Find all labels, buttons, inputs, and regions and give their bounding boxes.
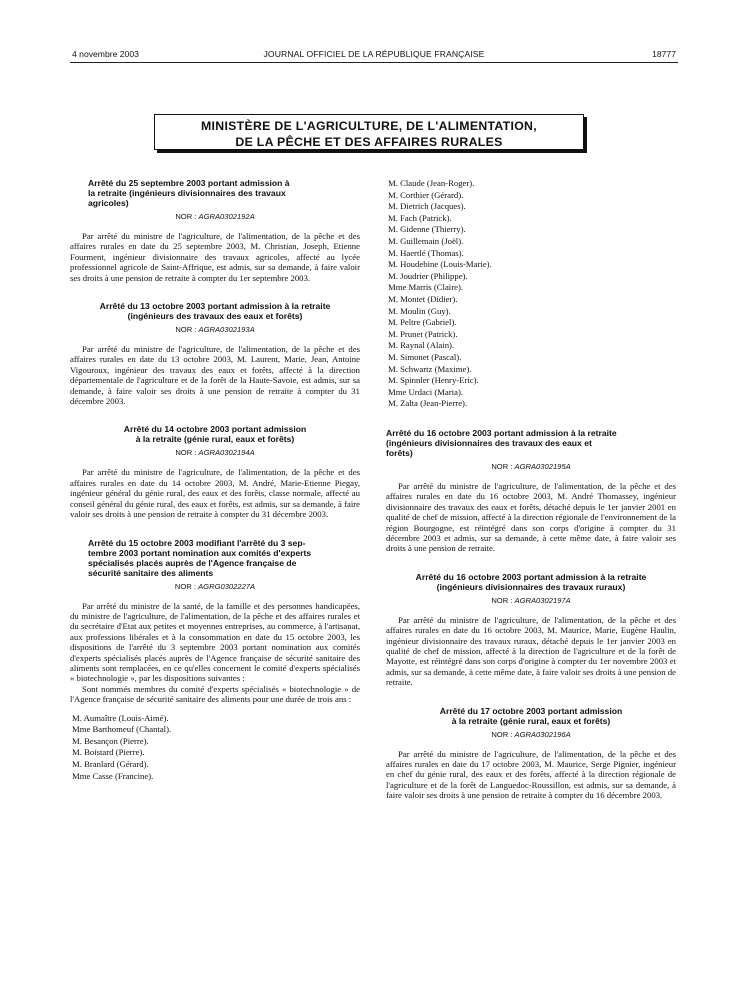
nor-reference	[70, 212, 360, 222]
arrete-17-octobre	[386, 706, 676, 801]
list-item: M. Joudrier (Philippe).	[388, 270, 468, 281]
right-column	[386, 178, 676, 801]
nor-code: AGRA0302197A	[514, 595, 571, 605]
left-column	[70, 178, 360, 782]
nor-code: AGRA0302192A	[198, 212, 255, 221]
nor-reference	[70, 325, 360, 335]
list-item: Mme Barthomeuf (Chantal).	[72, 724, 172, 735]
arrete-body: Par arrêté du ministre de l'agriculture, de l'alimentation, de la pêche et des affaires rurales en date du 16 octobre 2003, M. André Thomassey, ingénieur divisionnaire des travaux des eaux et forêts, détaché depuis le 1er janvier 2001 en qualité de chef de mission, affecté à la direction régionale de l'environnement de la région Bourgogne, est réintégré dans son corps d'origine à compter du 31 décembre 2003 et admis, sur sa demande, à cette même date, à faire valoir ses droits à une pension de retraite.	[386, 480, 676, 554]
nor-code: AGRA0302196A	[514, 729, 571, 739]
arrete-13-octobre	[70, 301, 360, 406]
list-item: M. Gidenne (Thierry).	[388, 224, 466, 235]
list-item: M. Montet (Didier).	[388, 293, 458, 304]
nor-reference	[386, 596, 676, 606]
list-item: Mme Marris (Claire).	[388, 282, 464, 293]
nor-label: NOR :	[491, 461, 515, 471]
arrete-title: Arrêté du 13 octobre 2003 portant admission à la retraite (ingénieurs des travaux des eaux et forêts)	[99, 301, 331, 322]
page-number: 18777	[652, 49, 676, 59]
arrete-25-septembre	[70, 178, 360, 283]
list-item: M. Raynal (Alain).	[388, 340, 455, 351]
list-item: M. Simonet (Pascal).	[388, 351, 462, 362]
journal-title: JOURNAL OFFICIEL DE LA RÉPUBLIQUE FRANÇAISE	[263, 49, 485, 59]
list-item: M. Aumaître (Louis-Aimé).	[72, 712, 169, 723]
arrete-16-octobre-eaux-forets	[386, 428, 676, 554]
arrete-body-continued: Sont nommés membres du comité d'experts spécialisés « biotechnologie » de l'Agence française de sécurité sanitaire des aliments pour une durée de trois ans :	[70, 683, 360, 705]
page-header	[70, 48, 678, 63]
list-item: M. Claude (Jean-Roger).	[388, 178, 475, 188]
list-item: Mme Casse (Francine).	[72, 770, 154, 781]
arrete-16-octobre-travaux-ruraux	[386, 572, 676, 688]
arrete-title: Arrêté du 17 octobre 2003 portant admission à la retraite (génie rural, eaux et forêts)	[439, 705, 623, 726]
list-item: M. Peltre (Gabriel).	[388, 317, 457, 328]
list-item: M. Zalta (Jean-Pierre).	[388, 398, 468, 409]
nor-label: NOR :	[175, 212, 199, 221]
arrete-body: Par arrêté du ministre de l'agriculture, de l'alimentation, de la pêche et des affaires rurales en date du 16 octobre 2003, M. Maurice, Marie, Eugène Haulin, ingénieur divisionnaire des travaux ruraux, détaché depuis le 1er janvier 2003 en qualité de chef de mission, affecté à la direction de l'agriculture et de la forêt de Mayotte, est réintégré dans son corps d'origine à compter du 1er novembre 2003 et admis, sur sa demande, à cette même date, à faire valoir ses droits à une pension de retraite.	[386, 614, 676, 688]
arrete-15-octobre	[70, 538, 360, 783]
nor-label: NOR :	[174, 581, 199, 591]
arrete-body: Par arrêté du ministre de l'agriculture, de l'alimentation, de la pêche et des affaires rurales en date du 17 octobre 2003, M. Maurice, Serge Pignier, ingénieur en chef du génie rural, des eaux et des forêts, affecté à la direction régionale de l'agriculture et de la forêt de Languedoc-Roussillon, est admis, sur sa demande, à faire valoir ses droits à une pension de retraite à compter du 16 décembre 2003.	[386, 748, 676, 801]
list-item: M. Corthier (Gérard).	[388, 189, 464, 200]
arrete-title: Arrêté du 25 septembre 2003 portant admission à la retraite (ingénieurs divisionnaires des travaux agricoles)	[88, 178, 290, 208]
nor-label: NOR :	[491, 729, 515, 739]
nor-reference	[70, 448, 360, 458]
list-item: M. Guillemain (Joël).	[388, 235, 464, 246]
arrete-title: Arrêté du 14 octobre 2003 portant admission à la retraite (génie rural, eaux et forêts)	[123, 424, 307, 445]
nor-reference	[386, 462, 676, 472]
nor-label: NOR :	[175, 325, 199, 335]
list-item: M. Houdebine (Louis-Marie).	[388, 259, 492, 270]
list-item: M. Prunet (Patrick).	[388, 328, 458, 339]
arrete-title: Arrêté du 15 octobre 2003 modifiant l'arrêté du 3 sep- tembre 2003 portant nomination aux comités d'experts spécialisés placés auprès de l'Agence française de sécurité sanitaire des aliments	[88, 537, 312, 578]
ministry-heading	[154, 114, 584, 150]
nor-reference	[386, 730, 676, 740]
list-item: Mme Urdaci (Maria).	[388, 386, 464, 397]
arrete-body: Par arrêté du ministre de l'agriculture, de l'alimentation, de la pêche et des affaires rurales en date du 25 septembre 2003, M. Christian, Joseph, Etienne Fourment, ingénieur divisionnaire des travaux agricoles, affecté au lycée professionnel agricole de Saint-Affrique, est admis, sur sa demande, à faire valoir ses droits à une pension de retraite à compter du 1er septembre 2003.	[70, 231, 360, 283]
nor-code: AGRA0302193A	[198, 325, 255, 335]
list-item: M. Branlard (Gérard).	[72, 758, 149, 769]
nor-code: AGRA0302195A	[514, 461, 571, 471]
list-item: M. Spinnler (Henry-Eric).	[388, 375, 479, 386]
arrete-title: Arrêté du 16 octobre 2003 portant admission à la retraite (ingénieurs divisionnaires des travaux des eaux et forêts)	[386, 427, 617, 458]
list-item: M. Haertlé (Thomas).	[388, 247, 464, 258]
list-item: M. Boistard (Pierre).	[72, 747, 145, 758]
committee-members-list	[70, 713, 360, 783]
nor-label: NOR :	[491, 595, 515, 605]
arrete-body: Par arrêté du ministre de la santé, de la famille et des personnes handicapées, du ministre de l'agriculture, de l'alimentation, de la pêche et des affaires rurales et du secrétaire d'Etat aux petites et moyennes entreprises, au commerce, à l'artisanat, aux professions libérales et à la consommation en date du 15 octobre 2003, les dispositions de l'arrêté du 3 septembre 2003 portant nomination aux comités d'experts spécialisés placés auprès de l'Agence française de sécurité sanitaire des aliments sont remplacées, en ce qu'elles concernent le comité d'experts spécialisés « biotechnologie », par les dispositions suivantes :	[70, 600, 360, 684]
arrete-body: Par arrêté du ministre de l'agriculture, de l'alimentation, de la pêche et des affaires rurales en date du 14 octobre 2003, M. André, Marie-Etienne Piegay, ingénieur général du génie rural, des eaux et des forêts, classe normale, affecté au conseil général du génie rural, des eaux et forêts, est admis, sur sa demande, à faire valoir ses droits à une pension de retraite à compter du 31 décembre 2003.	[70, 467, 360, 520]
list-item: M. Moulin (Guy).	[388, 305, 451, 316]
list-item: M. Fach (Patrick).	[388, 212, 452, 223]
header-date: 4 novembre 2003	[72, 49, 139, 59]
arrete-body: Par arrêté du ministre de l'agriculture, de l'alimentation, de la pêche et des affaires rurales en date du 13 octobre 2003, M. Laurent, Marie, Jean, Antoine Vigouroux, ingénieur des travaux des eaux et forêts, affecté à la direction départementale de l'agriculture et de la forêt de la Haute-Savoie, est admis, sur sa demande, à faire valoir ses droits à une pension de retraite à compter du 31 décembre 2003.	[70, 344, 360, 407]
list-item: M. Schwartz (Maxime).	[388, 363, 472, 374]
arrete-14-octobre	[70, 424, 360, 519]
nor-label: NOR :	[175, 448, 199, 458]
committee-members-list-continued	[386, 178, 676, 410]
nor-code: AGRG0302227A	[198, 581, 256, 591]
list-item: M. Besançon (Pierre).	[72, 735, 149, 746]
list-item: M. Dietrich (Jacques).	[388, 201, 466, 212]
arrete-title: Arrêté du 16 octobre 2003 portant admission à la retraite (ingénieurs divisionnaires des travaux ruraux)	[415, 571, 647, 592]
nor-code: AGRA0302194A	[198, 448, 255, 458]
ministry-line-2: DE LA PÊCHE ET DES AFFAIRES RURALES	[235, 135, 503, 149]
ministry-line-1: MINISTÈRE DE L'AGRICULTURE, DE L'ALIMENTATION,	[201, 119, 537, 133]
nor-reference	[70, 582, 360, 592]
